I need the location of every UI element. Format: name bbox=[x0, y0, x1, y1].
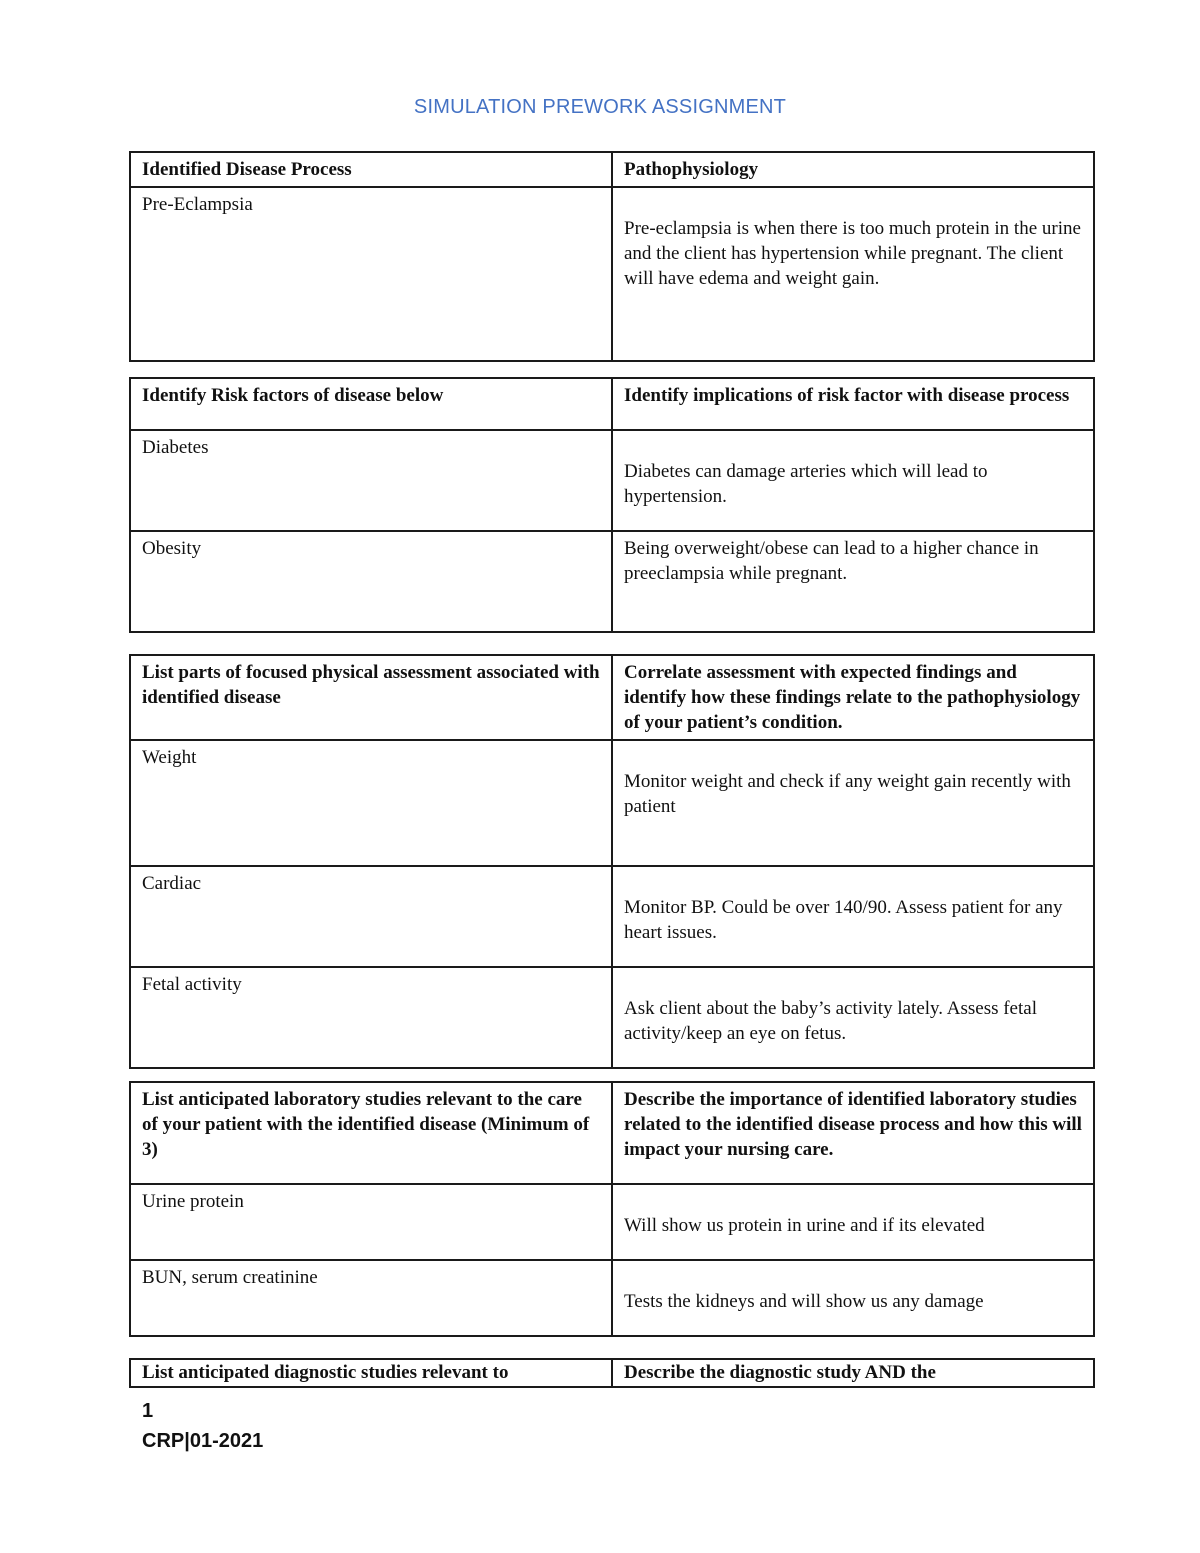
table-header-row bbox=[130, 378, 1094, 430]
risk-factors-table bbox=[129, 377, 1095, 633]
cell-assessment-part: Fetal activity bbox=[130, 967, 612, 1068]
cell-risk-factor: Diabetes bbox=[130, 430, 612, 531]
header-risk-implications: Identify implications of risk factor with disease process bbox=[612, 378, 1094, 430]
cell-lab-importance: Tests the kidneys and will show us any damage bbox=[612, 1260, 1094, 1336]
table-header-row bbox=[130, 152, 1094, 187]
table-header-row bbox=[130, 1082, 1094, 1184]
table-row bbox=[130, 430, 1094, 531]
cell-risk-factor: Obesity bbox=[130, 531, 612, 632]
header-pathophysiology: Pathophysiology bbox=[612, 152, 1094, 187]
physical-assessment-table bbox=[129, 654, 1095, 1069]
table-row bbox=[130, 967, 1094, 1068]
cell-lab-study: Urine protein bbox=[130, 1184, 612, 1260]
page-title: SIMULATION PREWORK ASSIGNMENT bbox=[413, 96, 787, 118]
cell-risk-implication: Diabetes can damage arteries which will lead to hypertension. bbox=[612, 430, 1094, 531]
header-diagnostic-description: Describe the diagnostic study AND the bbox=[612, 1359, 1094, 1387]
table-row bbox=[130, 531, 1094, 632]
page-number: 1 bbox=[142, 1400, 154, 1422]
cell-lab-importance: Will show us protein in urine and if its elevated bbox=[612, 1184, 1094, 1260]
laboratory-studies-table bbox=[129, 1081, 1095, 1337]
header-focused-assessment: List parts of focused physical assessment associated with identified disease bbox=[130, 655, 612, 740]
cell-assessment-part: Cardiac bbox=[130, 866, 612, 967]
diagnostic-studies-table bbox=[129, 1358, 1095, 1388]
cell-pathophysiology: Pre-eclampsia is when there is too much protein in the urine and the client has hypertension while pregnant. The client will have edema and weight gain. bbox=[612, 187, 1094, 361]
cell-lab-study: BUN, serum creatinine bbox=[130, 1260, 612, 1336]
document-code: CRP|01-2021 bbox=[142, 1430, 264, 1452]
header-identified-disease: Identified Disease Process bbox=[130, 152, 612, 187]
cell-assessment-finding: Monitor weight and check if any weight gain recently with patient bbox=[612, 740, 1094, 866]
header-diagnostic-studies: List anticipated diagnostic studies relevant to bbox=[130, 1359, 612, 1387]
table-row bbox=[130, 866, 1094, 967]
table-row bbox=[130, 1260, 1094, 1336]
cell-assessment-part: Weight bbox=[130, 740, 612, 866]
disease-process-table bbox=[129, 151, 1095, 362]
table-row bbox=[130, 740, 1094, 866]
table-header-row bbox=[130, 655, 1094, 740]
cell-disease-name: Pre-Eclampsia bbox=[130, 187, 612, 361]
header-risk-factors: Identify Risk factors of disease below bbox=[130, 378, 612, 430]
header-expected-findings: Correlate assessment with expected findings and identify how these findings relate to the pathophysiology of your patient’s condition. bbox=[612, 655, 1094, 740]
cell-risk-implication: Being overweight/obese can lead to a higher chance in preeclampsia while pregnant. bbox=[612, 531, 1094, 632]
cell-assessment-finding: Monitor BP. Could be over 140/90. Assess patient for any heart issues. bbox=[612, 866, 1094, 967]
header-lab-studies: List anticipated laboratory studies relevant to the care of your patient with the identified disease (Minimum of 3) bbox=[130, 1082, 612, 1184]
table-row bbox=[130, 1184, 1094, 1260]
table-row bbox=[130, 187, 1094, 361]
cell-assessment-finding: Ask client about the baby’s activity lately. Assess fetal activity/keep an eye on fetus. bbox=[612, 967, 1094, 1068]
table-header-row bbox=[130, 1359, 1094, 1387]
header-lab-importance: Describe the importance of identified laboratory studies related to the identified disease process and how this will impact your nursing care. bbox=[612, 1082, 1094, 1184]
